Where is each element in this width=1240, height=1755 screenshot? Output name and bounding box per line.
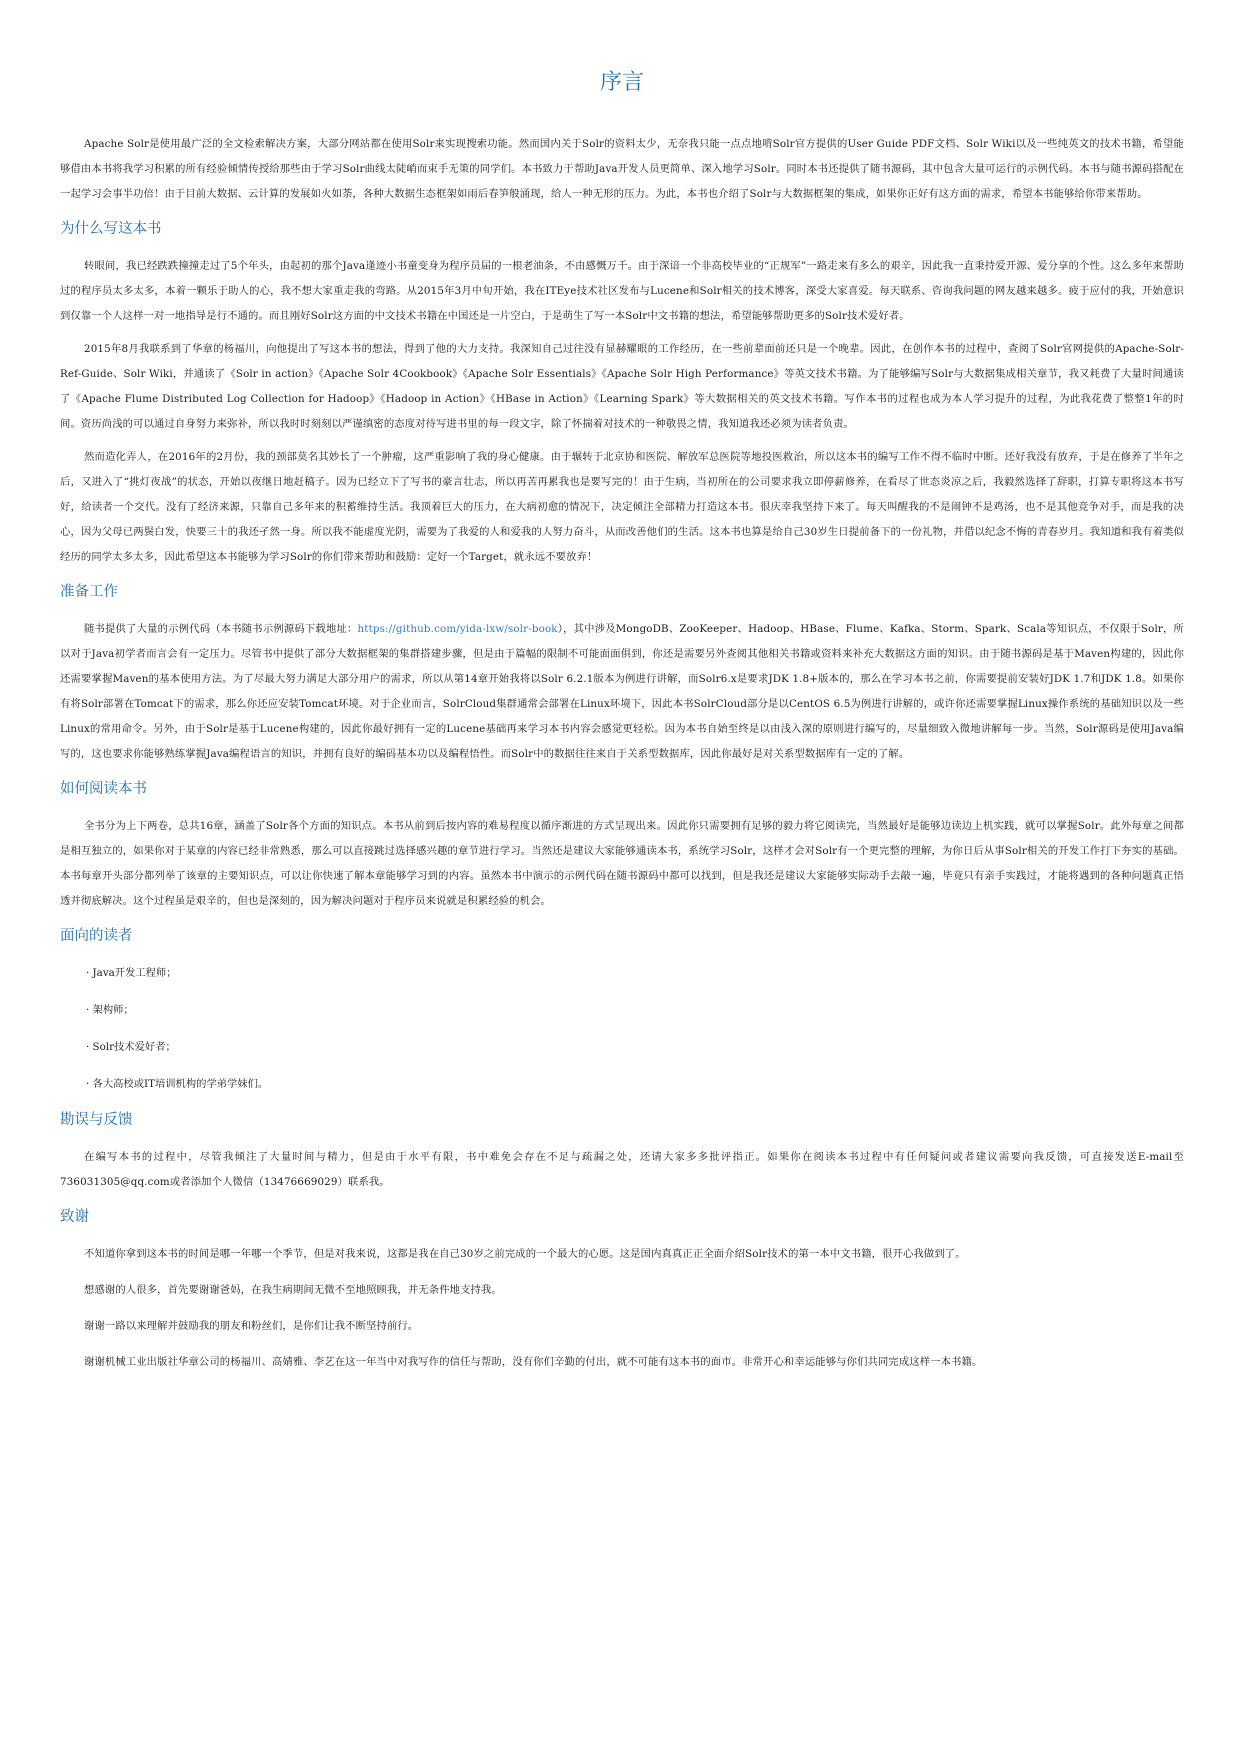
section-heading-thanks: 致谢	[60, 1209, 89, 1225]
prep-text-after-link: ），其中涉及MongoDB、ZooKeeper、Hadoop、HBase、Flume、Kafka、Storm、Spark、Scala等知识点，不仅限于Solr，所以对于Java初学者而言会有一定压力。尽管书中提供了部分大数据框架的集群搭建步骤，但是由于篇幅的限制不可能面面俱到，你还是需要另外查阅其他相关书籍或资料来补充大数据这方面的知识。由于随书源码是基于Maven构建的，因此你还需要掌握Maven的基本使用方法。为了尽最大努力满足大部分用户的需求，所以从第14章开始我将以Solr 6.2.1版本为例进行讲解，而Solr6.x是要求JDK 1.8+版本的，那么在学习本书之前，你需要提前安装好JDK 1.7和JDK 1.8。如果你有将Solr部署在Tomcat下的需求，那么你还应安装Tomcat环境。对于企业而言，SolrCloud集群通常会部署在Linux环境下，因此本书SolrCloud部分是以CentOS 6.5为例进行讲解的，或许你还需要掌握Linux操作系统的基础知识以及一些Linux的常用命令。另外，由于Solr是基于Lucene构建的，因此你最好拥有一定的Lucene基础再来学习本书内容会感觉更轻松。因为本书自始至终是以由浅入深的原则进行编写的，尽量细致入微地讲解每一步。当然，Solr源码是使用Java编写的，这也要求你能够熟练掌握Java编程语言的知识，并拥有良好的编码基本功以及编程悟性。而Solr中的数据往往来自于关系型数据库，因此你最好是对关系型数据库有一定的了解。	[60, 623, 1184, 760]
reader-list-item: · 各大高校或IT培训机构的学弟学妹们。	[86, 1078, 269, 1090]
reader-list-item: · Solr技术爱好者；	[86, 1041, 176, 1053]
intro-paragraph: Apache Solr是使用最广泛的全文检索解决方案，大部分网站都在使用Solr来实现搜索功能。然而国内关于Solr的资料太少，无奈我只能一点点地啃Solr官方提供的User Guide PDF文档、Solr Wiki以及一些纯英文的技术书籍，希望能够借由本书将我学习积累的所有经验倾情传授给那些由于学习Solr曲线太陡峭而束手无策的同学们。本书致力于帮助Java开发人员更简单、深入地学习Solr。同时本书还提供了随书源码，其中包含大量可运行的示例代码。本书与随书源码搭配在一起学习会事半功倍！由于目前大数据、云计算的发展如火如荼，各种大数据生态框架如雨后春笋般涌现，给人一种无形的压力。为此，本书也介绍了Solr与大数据框架的集成，如果你正好有这方面的需求，希望本书能够给你带来帮助。	[60, 138, 1184, 200]
document-page	[60, 0, 1184, 1375]
thanks-paragraph-4: 谢谢机械工业出版社华章公司的杨福川、高婧雅、李艺在这一年当中对我写作的信任与帮助，没有你们辛勤的付出，就不可能有这本书的面市。非常开心和幸运能够与你们共同完成这样一本书籍。	[84, 1356, 983, 1368]
section-heading-prep: 准备工作	[60, 584, 118, 600]
thanks-paragraph-2: 想感谢的人很多，首先要谢谢爸妈，在我生病期间无微不至地照顾我，并无条件地支持我。	[84, 1284, 502, 1296]
reader-list-item: · Java开发工程师；	[86, 967, 177, 979]
thanks-paragraph-1: 不知道你拿到这本书的时间是哪一年哪一个季节，但是对我来说，这都是我在自己30岁之前完成的一个最大的心愿。这是国内真真正正全面介绍Solr技术的第一本中文书籍，很开心我做到了。	[84, 1248, 966, 1260]
howto-paragraph-1: 全书分为上下两卷，总共16章，涵盖了Solr各个方面的知识点。本书从前到后按内容的难易程度以循序渐进的方式呈现出来。因此你只需要拥有足够的毅力将它阅读完，当然最好是能够边读边上机实践，就可以掌握Solr。此外每章之间都是相互独立的，如果你对于某章的内容已经非常熟悉，那么可以直接跳过选择感兴趣的章节进行学习。当然还是建议大家能够通读本书，系统学习Solr，这样才会对Solr有一个更完整的理解，为你日后从事Solr相关的开发工作打下夯实的基础。本书每章开头部分都列举了该章的主要知识点，可以让你快速了解本章能够学习到的内容。虽然本书中演示的示例代码在随书源码中都可以找到，但是我还是建议大家能够实际动手去敲一遍，毕竟只有亲手实践过，才能将遇到的各种问题真正悟透并彻底解决。这个过程虽是艰辛的，但也是深刻的，因为解决问题对于程序员来说就是积累经验的机会。	[60, 820, 1184, 907]
why-paragraph-2: 2015年8月我联系到了华章的杨福川，向他提出了写这本书的想法，得到了他的大力支持。我深知自己过往没有显赫耀眼的工作经历，在一些前辈面前还只是一个晚辈。因此，在创作本书的过程中，查阅了Solr官网提供的Apache-Solr-Ref-Guide、Solr Wiki，并通读了《Solr in action》《Apache Solr 4Cookbook》《Apache Solr Essentials》《Apache Solr High Performance》等英文技术书籍。为了能够编写Solr与大数据集成相关章节，我又耗费了大量时间通读了《Apache Flume Distributed Log Collection for Hadoop》《Hadoop in Action》《HBase in Action》《Learning Spark》等大数据相关的英文技术书籍。写作本书的过程也成为本人学习提升的过程，为此我花费了整整1年的时间。资历尚浅的可以通过自身努力来弥补，所以我时时刻刻以严谨缜密的态度对待写进书里的每一段文字，除了怀揣着对技术的一种敬畏之情，我知道我还必须为读者负责。	[60, 343, 1184, 430]
section-heading-errata: 勘误与反馈	[60, 1112, 133, 1128]
reader-list-item: · 架构师；	[86, 1004, 134, 1016]
source-code-link[interactable]: https://github.com/yida-lxw/solr-book	[357, 623, 558, 635]
section-heading-readers: 面向的读者	[60, 928, 133, 944]
why-paragraph-1: 转眼间，我已经跌跌撞撞走过了5个年头，由起初的那个Java逢迹小书童变身为程序员届的一根老油条，不由感慨万千。由于深谙一个非高校毕业的“正规军”一路走来有多么的艰辛，因此我一直秉持爱开源、爱分享的个性。这么多年来帮助过的程序员太多太多，本着一颗乐于助人的心，我不想大家重走我的弯路。从2015年3月中旬开始，我在ITEye技术社区发布与Lucene和Solr相关的技术博客，深受大家喜爱。每天联系、咨询我问题的网友越来越多。疲于应付的我，开始意识到仅靠一个人这样一对一地指导是行不通的。而且刚好Solr这方面的中文技术书籍在中国还是一片空白，于是萌生了写一本Solr中文书籍的想法，希望能够帮助更多的Solr技术爱好者。	[60, 260, 1184, 322]
section-heading-howto: 如何阅读本书	[60, 781, 147, 797]
prep-paragraph-1	[60, 617, 1184, 767]
thanks-paragraph-3: 谢谢一路以来理解并鼓励我的朋友和粉丝们，是你们让我不断坚持前行。	[84, 1320, 419, 1332]
page-title: 序言	[599, 70, 644, 95]
errata-paragraph-1: 在编写本书的过程中，尽管我倾注了大量时间与精力，但是由于水平有限，书中难免会存在不足与疏漏之处，还请大家多多批评指正。如果你在阅读本书过程中有任何疑问或者建议需要向我反馈，可直接发送E-mail至736031305@qq.com或者添加个人微信（13476669029）联系我。	[60, 1151, 1184, 1188]
why-paragraph-3: 然而造化弄人，在2016年的2月份，我的颈部莫名其妙长了一个肿瘤，这严重影响了我的身心健康。由于辗转于北京协和医院、解放军总医院等地投医救治，所以这本书的编写工作不得不临时中断。还好我没有放弃，于是在修养了半年之后，又进入了“挑灯夜战”的状态，开始以夜继日地赶稿子。因为已经立下了写书的豪言壮志，所以再苦再累我也是要写完的！由于生病，当初所在的公司要求我立即停薪修养，在看尽了世态炎凉之后，我毅然选择了辞职，打算专职将这本书写好，给读者一个交代。没有了经济来源，只靠自己多年来的积蓄维持生活。我顶着巨大的压力，在大病初愈的情况下，决定倾注全部精力打造这本书。很庆幸我坚持下来了。每天叫醒我的不是闹钟不是鸡汤，也不是其他竞争对手，而是我的决心，因为父母已两鬓白发，快要三十的我还孑然一身。所以我不能虚度光阴，需要为了我爱的人和爱我的人努力奋斗，从而改善他们的生活。这本书也算是给自己30岁生日提前备下的一份礼物，并借以纪念不悔的青春岁月。我知道和我有着类似经历的同学太多太多，因此希望这本书能够为学习Solr的你们带来帮助和鼓励：定好一个Target，就永远不要放弃！	[60, 451, 1184, 563]
section-heading-why: 为什么写这本书	[60, 221, 162, 237]
prep-text-before-link: 随书提供了大量的示例代码（本书随书示例源码下载地址：	[84, 623, 358, 635]
